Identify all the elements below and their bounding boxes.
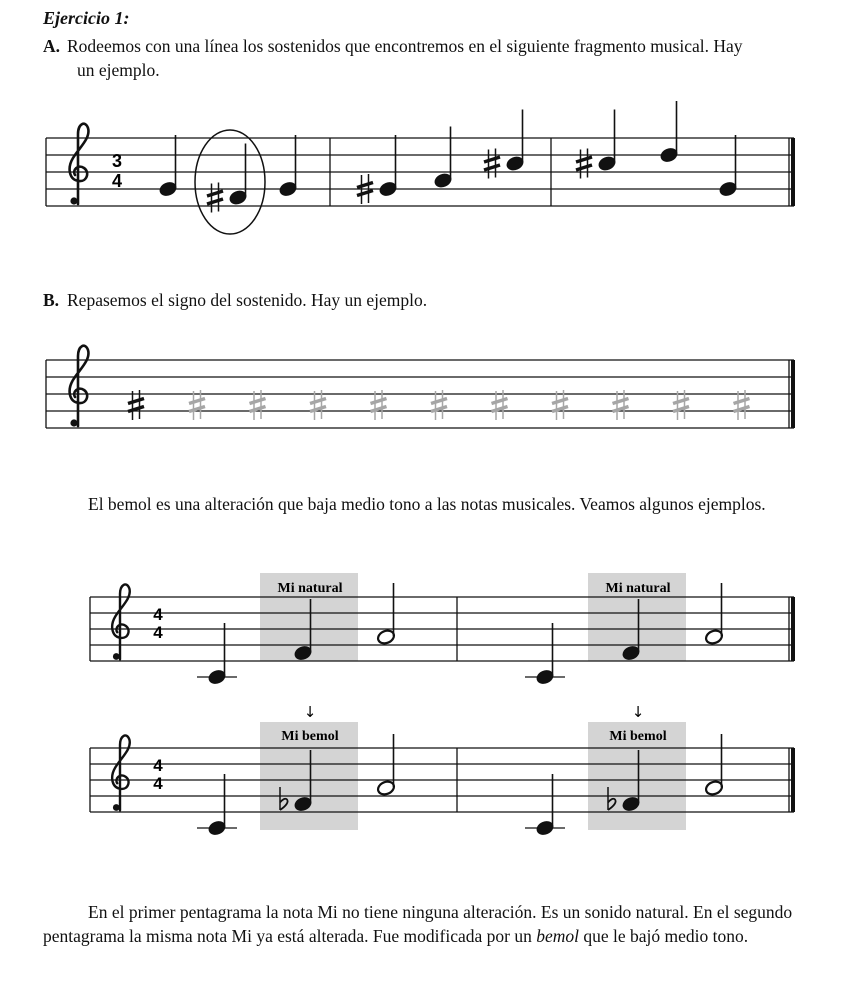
sharp-icon [576,149,592,179]
conclusion-text-1: En el primer pentagrama la nota Mi no tiene ninguna alteración. Es un sonido natural. En el segundo pentagrama la misma nota Mi ya está alterada. Fue modificada por un [43,902,793,946]
instruction-a-line1: Rodeemos con una línea los sostenidos que encontremos en el siguiente fragmento musical. Hay [67,36,743,56]
label-mi-natural-1: Mi natural [277,581,343,596]
arrow-down-icon-2: ↓ [631,703,645,721]
conclusion-emphasis: bemol [536,926,580,946]
label-mi-bemol-1: Mi bemol [281,729,339,744]
time-signature-a-bottom: 4 [111,171,123,191]
instruction-b-label: B. [43,290,60,310]
treble-clef-natural [112,584,130,659]
treble-clef-flat [112,735,130,810]
time-signature-flat-top: 4 [153,756,163,775]
treble-clef-a [70,124,89,205]
instruction-a-label: A. [43,36,61,56]
time-signature-flat-bottom: 4 [153,774,163,793]
staff-a [46,101,795,234]
conclusion-text-2: que le bajó medio tono. [579,926,749,946]
time-signature-natural-bottom: 4 [153,623,163,642]
time-signature-natural-top: 4 [153,605,163,624]
staff-flat [90,722,795,837]
notes-a [158,101,738,213]
sharp-icon [207,183,223,213]
staff-natural [90,573,795,686]
example-circle [195,130,265,234]
label-mi-bemol-2: Mi bemol [609,729,667,744]
time-signature-a-top: 3 [111,151,123,171]
arrow-down-icon-1: ↓ [303,703,317,721]
bemol-intro-paragraph: El bemol es una alteración que baja medio tono a las notas musicales. Veamos algunos ejemplos. [88,494,766,514]
staff-b [46,346,795,428]
exercise-title: Ejercicio 1: [43,8,130,28]
label-mi-natural-2: Mi natural [605,581,671,596]
treble-clef-b [70,346,89,427]
sharp-icon [484,149,500,179]
instruction-b-text: Repasemos el signo del sostenido. Hay un ejemplo. [67,290,428,310]
instruction-a-line2: un ejemplo. [77,60,160,80]
